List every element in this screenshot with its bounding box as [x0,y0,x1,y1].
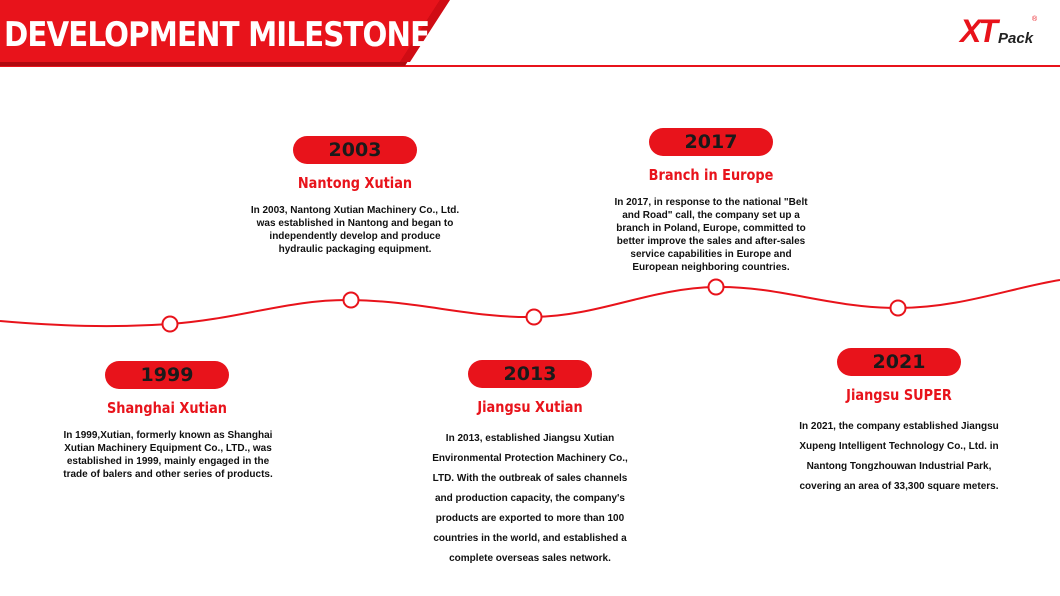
logo-wordmark: Pack [998,30,1034,47]
timeline-node-2013 [527,310,542,325]
year-badge-2013: 2013 [468,360,592,388]
timeline-node-2003 [344,293,359,308]
year-badge-2003: 2003 [293,136,417,164]
logo-mark: XT [960,13,995,49]
milestone-title-2017: Branch in Europe [648,166,774,184]
milestone-title-1999: Shanghai Xutian [106,399,227,417]
year-badge-2017: 2017 [649,128,773,156]
milestone-title-2003: Nantong Xutian [297,174,413,192]
page-title: DEVELOPMENT MILESTONE [4,15,430,55]
year-badge-2021: 2021 [837,348,961,376]
year-badge-1999: 1999 [105,361,229,389]
timeline-node-1999 [163,317,178,332]
timeline-node-2021 [891,301,906,316]
milestone-title-2013: Jiangsu Xutian [477,398,583,416]
milestone-title-2021: Jiangsu SUPER [846,386,952,404]
logo-registered: ® [1032,16,1038,23]
milestone-description-2021: In 2021, the company established Jiangsu Xupeng Intelligent Technology Co., Ltd. in Nantong Tongzhouwan Industrial Park, covering an area of 33,300 square meters. [799,421,999,492]
milestone-description-2003: In 2003, Nantong Xutian Machinery Co., Ltd. was established in Nantong and began to independently develop and produce hydraulic packaging equipment. [250,205,460,255]
milestone-description-1999: In 1999,Xutian, formerly known as Shanghai Xutian Machinery Equipment Co., LTD., was established in 1999, mainly engaged in the trade of balers and other series of products. [63,430,273,480]
milestone-description-2013: In 2013, established Jiangsu Xutian Environmental Protection Machinery Co., LTD. With the outbreak of sales channels and production capacity, the company's products are exported to more than 100 countries in the world, and established a complete overseas sales network. [432,433,628,564]
timeline-node-2017 [709,280,724,295]
milestone-description-2017: In 2017, in response to the national "Belt and Road" call, the company set up a branch in Poland, Europe, committed to better improve the sales and after-sales service capabilities in Europe and European neighboring countries. [614,197,808,273]
